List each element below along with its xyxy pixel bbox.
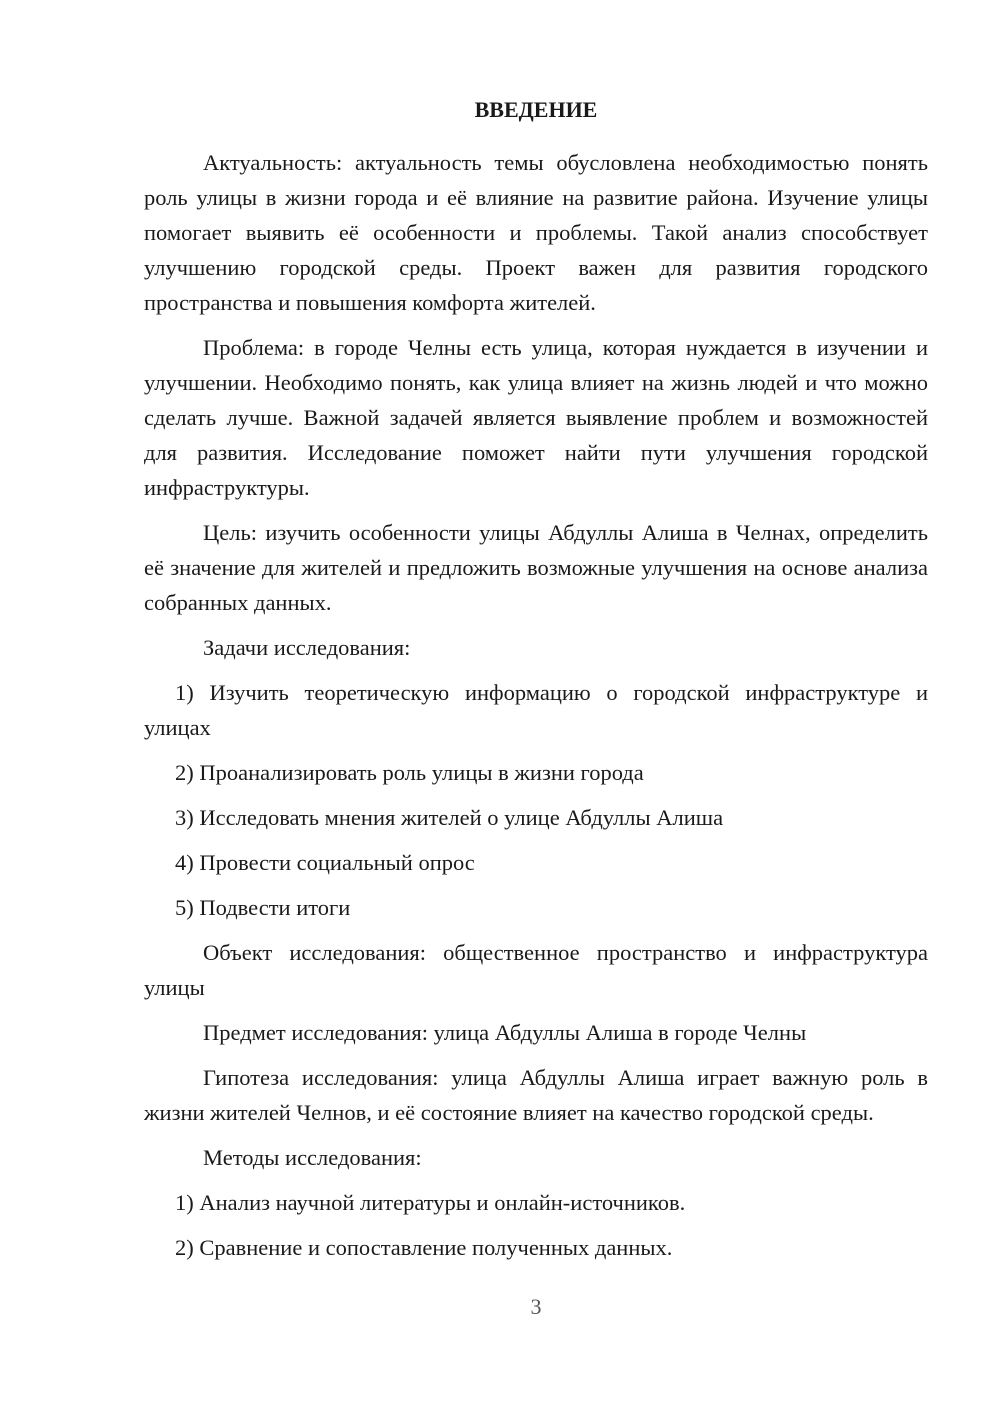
tasks-heading: Задачи исследования:: [203, 635, 411, 660]
task-item-2: 2) Проанализировать роль улицы в жизни города: [175, 760, 644, 785]
method-item-1: 1) Анализ научной литературы и онлайн-источников.: [175, 1190, 686, 1215]
section-title: ВВЕДЕНИЕ: [474, 97, 598, 122]
relevance-paragraph: Актуальность: актуальность темы обусловлена необходимостью понять роль улицы в жизни города и её влияние на развитие района. Изучение улицы помогает выявить её особенности и проблемы. Такой анализ способствует улучшению городской среды. Проект важен для развития городского пространства и повышения комфорта жителей.: [144, 150, 928, 315]
task-item-1: 1) Изучить теоретическую информацию о городской инфраструктуре и улицах: [144, 680, 928, 740]
document-body: [144, 92, 928, 1275]
method-item-2: 2) Сравнение и сопоставление полученных данных.: [175, 1235, 673, 1260]
subject-paragraph: Предмет исследования: улица Абдуллы Алиша в городе Челны: [203, 1020, 807, 1045]
page-number: 3: [530, 1294, 542, 1319]
goal-paragraph: Цель: изучить особенности улицы Абдуллы Алиша в Челнах, определить её значение для жителей и предложить возможные улучшения на основе анализа собранных данных.: [144, 520, 928, 615]
methods-heading: Методы исследования:: [203, 1145, 422, 1170]
task-item-5: 5) Подвести итоги: [175, 895, 351, 920]
task-item-4: 4) Провести социальный опрос: [175, 850, 475, 875]
object-paragraph: Объект исследования: общественное пространство и инфраструктура улицы: [144, 940, 928, 1000]
hypothesis-paragraph: Гипотеза исследования: улица Абдуллы Алиша играет важную роль в жизни жителей Челнов, и её состояние влияет на качество городской среды.: [144, 1065, 928, 1125]
task-item-3: 3) Исследовать мнения жителей о улице Абдуллы Алиша: [175, 805, 724, 830]
problem-paragraph: Проблема: в городе Челны есть улица, которая нуждается в изучении и улучшении. Необходимо понять, как улица влияет на жизнь людей и что можно сделать лучше. Важной задачей является выявление проблем и возможностей для развития. Исследование поможет найти пути улучшения городской инфраструктуры.: [144, 335, 928, 500]
